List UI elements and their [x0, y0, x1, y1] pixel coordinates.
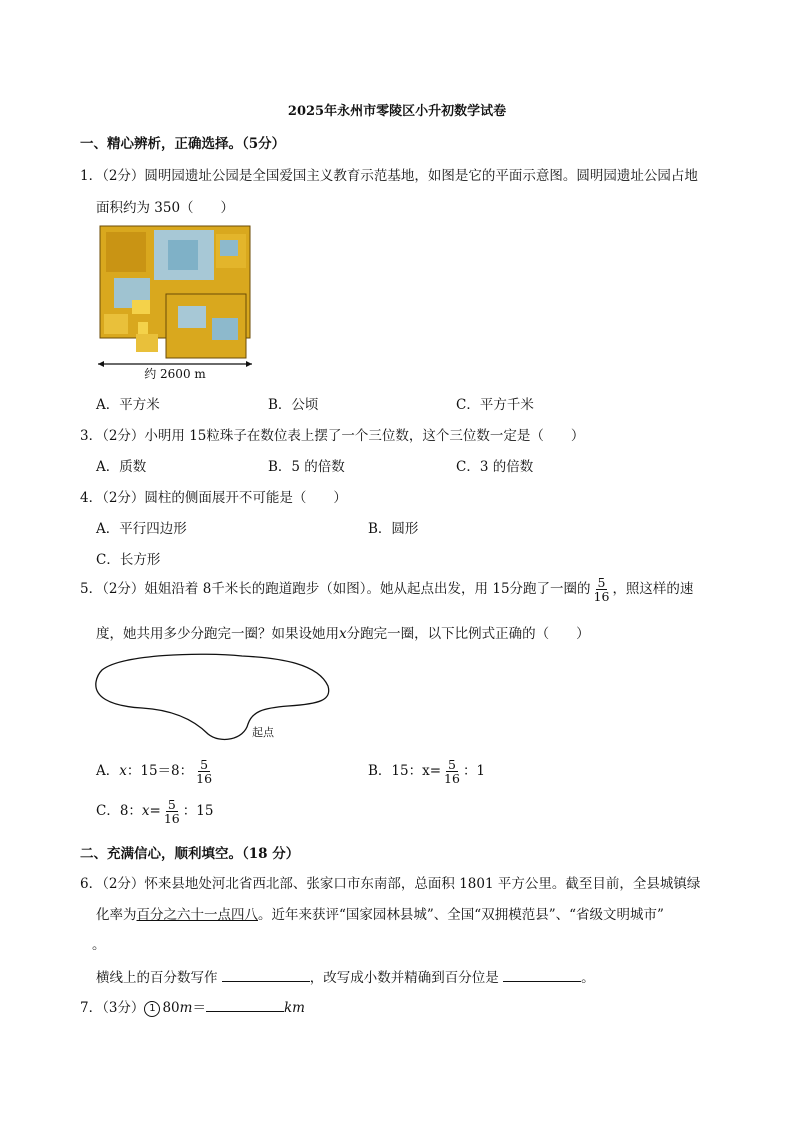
running-track-figure	[92, 648, 332, 744]
map-scale-label: 约 2600 m	[144, 367, 206, 381]
q7-blank-1[interactable]	[206, 998, 284, 1012]
q5-option-c[interactable]: C．8：x= $\frac{5}{16}$ ：15	[96, 797, 214, 826]
page-title: 2025年永州市零陵区小升初数学试卷	[287, 104, 507, 119]
q4-option-b[interactable]: B．圆形	[368, 521, 419, 537]
q1-option-c[interactable]: C．平方千米	[456, 397, 534, 413]
q3-option-a[interactable]: A．质数	[96, 459, 147, 475]
q3-option-b[interactable]: B．5 的倍数	[268, 459, 345, 475]
track-start-label: 起点	[252, 726, 274, 739]
q5-option-a[interactable]: A．x：15＝8： $\frac{5}{16}$	[96, 757, 213, 786]
q1-text-line2: 面积约为 350（ ）	[96, 200, 235, 216]
q4-option-a[interactable]: A．平行四边形	[96, 521, 187, 537]
q1-option-b[interactable]: B．公顷	[268, 397, 319, 413]
section-1-heading: 一、精心辨析，正确选择。（5分）	[80, 136, 286, 152]
q3-option-c[interactable]: C．3 的倍数	[456, 459, 534, 475]
q5-text-line1: 5．（2分）姐姐沿着 8千米长的跑道跑步（如图）。她从起点出发，用 15分跑了一圈的 $\frac{5}{16}$ ，照这样的速	[80, 575, 694, 604]
q7-text: 7．（3分） 1 80m＝ km	[80, 1000, 305, 1016]
q4-text: 4．（2分）圆柱的侧面展开不可能是（ ）	[80, 490, 347, 506]
q6-blank-decimal[interactable]	[503, 968, 581, 982]
q5-text-line2: 度，她共用多少分跑完一圈？如果设她用x分跑完一圈，以下比例式正确的（ ）	[96, 626, 590, 642]
q6-blank-percent[interactable]	[222, 968, 310, 982]
park-map-figure	[96, 222, 256, 384]
q4-option-c[interactable]: C．长方形	[96, 552, 161, 568]
q6-text-line1: 6．（2分）怀来县地处河北省西北部、张家口市东南部，总面积 1801 平方公里。截至目前，全县城镇绿	[80, 876, 701, 892]
q6-text-line2: 化率为百分之六十一点四八。近年来获评“国家园林县城”、全国“双拥模范县”、“省级文明城市”	[96, 907, 664, 923]
q6-text-line3: 。	[92, 937, 106, 953]
q5-fraction: $\frac{5}{16}$	[593, 575, 610, 604]
q1-option-a[interactable]: A．平方米	[96, 397, 160, 413]
q5-option-b[interactable]: B．15：x= $\frac{5}{16}$ ：1	[368, 757, 486, 786]
q1-text-line1: 1．（2分）圆明园遗址公园是全国爱国主义教育示范基地，如图是它的平面示意图。圆明园遗址公园占地	[80, 168, 698, 184]
q3-text: 3．（2分）小明用 15粒珠子在数位表上摆了一个三位数，这个三位数一定是（ ）	[80, 428, 585, 444]
q6-text-line4: 横线上的百分数写作 ，改写成小数并精确到百分位是 。	[96, 970, 595, 986]
circled-number-1: 1	[144, 1001, 160, 1017]
section-2-heading: 二、充满信心，顺利填空。（18 分）	[80, 846, 300, 862]
